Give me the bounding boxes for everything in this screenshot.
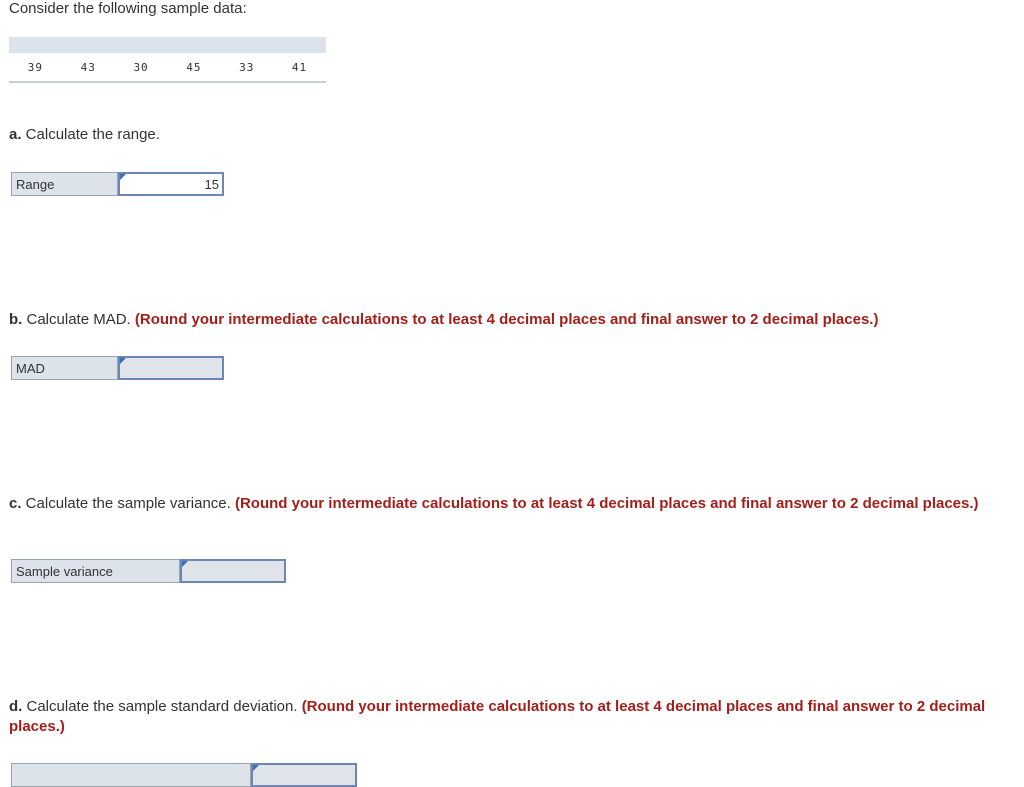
mad-answer-row (11, 356, 224, 380)
data-table-row (9, 53, 326, 83)
mad-input[interactable] (118, 356, 224, 380)
flag-icon (182, 561, 188, 567)
question-a-text: Calculate the range. (21, 126, 160, 143)
flag-icon (253, 765, 259, 771)
intro-text: Consider the following sample data: (9, 0, 247, 17)
question-a-letter: a. (9, 126, 22, 143)
question-c-instruction: (Round your intermediate calculations to at least 4 decimal places and final answer to 2 decimal places.) (234, 495, 979, 512)
data-cell: 43 (80, 60, 96, 74)
question-b-instruction: (Round your intermediate calculations to at least 4 decimal places and final answer to 2 decimal places.) (134, 311, 879, 328)
question-c-text: Calculate the sample variance. (21, 495, 231, 512)
range-value: 15 (204, 176, 219, 192)
sample-variance-label: Sample variance (11, 559, 180, 583)
data-cell: 45 (186, 60, 202, 74)
data-cell: 33 (239, 60, 255, 74)
question-b (9, 310, 1009, 330)
question-d-instruction: (Round your intermediate calculations to at least 4 decimal places and final answer to 2 decimal places.) (9, 698, 986, 735)
range-label: Range (11, 172, 118, 196)
data-cell: 30 (133, 60, 149, 74)
question-d-letter: d. (9, 698, 23, 715)
question-c-letter: c. (9, 495, 22, 512)
question-b-letter: b. (9, 311, 23, 328)
question-a (9, 125, 160, 145)
sample-std-dev-input[interactable] (251, 763, 357, 787)
sample-variance-answer-row (11, 559, 286, 583)
flag-icon (120, 358, 126, 364)
mad-label: MAD (11, 356, 118, 380)
sample-data-table (9, 37, 326, 83)
question-c (9, 494, 1009, 514)
range-input[interactable] (118, 172, 224, 196)
range-answer-row (11, 172, 224, 196)
sample-std-dev-answer-row (11, 763, 357, 787)
question-b-text: Calculate MAD. (22, 311, 131, 328)
data-cell: 39 (27, 60, 44, 74)
question-d-text: Calculate the sample standard deviation. (22, 698, 298, 715)
sample-std-dev-label (11, 763, 251, 787)
data-table-header (9, 37, 326, 53)
data-cell: 41 (291, 60, 308, 74)
question-d (9, 697, 1019, 737)
sample-variance-input[interactable] (180, 559, 286, 583)
flag-icon (120, 174, 126, 180)
